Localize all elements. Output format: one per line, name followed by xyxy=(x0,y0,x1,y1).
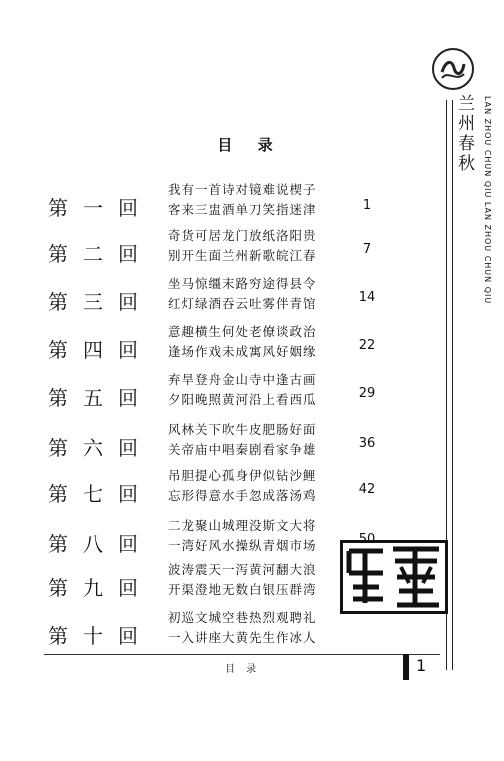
series-title: 兰州春秋 xyxy=(454,94,474,174)
chapter-number-char: 回 xyxy=(118,386,138,410)
footer-bar xyxy=(403,654,409,680)
chapter-title-line1: 意趣横生何处老僚谈政治 xyxy=(168,324,317,339)
chapter-title-line1: 初巡文城空巷热烈观聘礼 xyxy=(168,610,317,625)
chapter-number-char: 九 xyxy=(83,576,103,600)
margin-rule-inner xyxy=(452,100,453,670)
toc-row[interactable] xyxy=(0,608,430,658)
chapter-number-char: 第 xyxy=(48,482,68,506)
series-logo-icon xyxy=(432,48,474,90)
toc-row[interactable] xyxy=(0,420,430,470)
chapter-title-line1: 我有一首诗对镜难说楔子 xyxy=(168,182,317,197)
chapter-title xyxy=(168,420,348,460)
chapter-number xyxy=(48,528,138,557)
chapter-title-line1: 风林关下吹牛皮肥肠好面 xyxy=(168,422,317,437)
chapter-title-line2: 开渠澄地无数白银压群湾 xyxy=(168,582,317,597)
chapter-title xyxy=(168,322,348,362)
chapter-number xyxy=(48,382,138,411)
chapter-title xyxy=(168,466,348,506)
chapter-number xyxy=(48,334,138,363)
chapter-title-line2: 一湾好风水操纵青烟市场 xyxy=(168,538,317,553)
chapter-title xyxy=(168,274,348,314)
toc-row[interactable] xyxy=(0,226,430,276)
chapter-title xyxy=(168,608,348,648)
chapter-number-char: 回 xyxy=(118,576,138,600)
chapter-title-line2: 一入讲座大黄先生作冰人 xyxy=(168,630,317,645)
footer-rule xyxy=(44,654,440,655)
chapter-number-char: 回 xyxy=(118,532,138,556)
chapter-page-number: 36 xyxy=(358,436,376,451)
chapter-number-char: 第 xyxy=(48,532,68,556)
chapter-title-line2: 逢场作戏未成寓风好姻缘 xyxy=(168,344,317,359)
chapter-page-number: 29 xyxy=(358,386,376,401)
chapter-title-line1: 弃旱登舟金山寺中逢古画 xyxy=(168,372,317,387)
chapter-number-char: 回 xyxy=(118,482,138,506)
chapter-title-line2: 客来三盅酒单刀笑指迷津 xyxy=(168,202,317,217)
chapter-number xyxy=(48,432,138,461)
chapter-title xyxy=(168,560,348,600)
chapter-title xyxy=(168,370,348,410)
chapter-number-char: 第 xyxy=(48,196,68,220)
chapter-number-char: 第 xyxy=(48,290,68,314)
chapter-title-line2: 夕阳晚照黄河沿上看西瓜 xyxy=(168,392,317,407)
chapter-title-line1: 吊胆提心孤身伊似钻沙鲤 xyxy=(168,468,317,483)
chapter-number-char: 七 xyxy=(83,482,103,506)
toc-heading: 目 录 xyxy=(217,136,283,154)
chapter-title-line2: 别开生面兰州新歌皖江春 xyxy=(168,248,317,263)
footer-section-label: 目 录 xyxy=(225,664,261,675)
chapter-number xyxy=(48,572,138,601)
chapter-number-char: 八 xyxy=(83,532,103,556)
chapter-number-char: 回 xyxy=(118,290,138,314)
chapter-number-char: 四 xyxy=(83,338,103,362)
toc-row[interactable] xyxy=(0,322,430,372)
chapter-number-char: 回 xyxy=(118,436,138,460)
chapter-title-line1: 波涛震天一泻黄河翻大浪 xyxy=(168,562,317,577)
chapter-page-number: 42 xyxy=(358,482,376,497)
chapter-number xyxy=(48,192,138,221)
chapter-number xyxy=(48,620,138,649)
toc-row[interactable] xyxy=(0,370,430,420)
chapter-number-char: 第 xyxy=(48,338,68,362)
chapter-title-line2: 忘形得意水手忽成落汤鸡 xyxy=(168,488,317,503)
chapter-title-line2: 红灯绿酒吞云吐雾伴青馆 xyxy=(168,296,317,311)
chapter-title-line1: 坐马惊缰末路穷途得县令 xyxy=(168,276,317,291)
chapter-number-char: 回 xyxy=(118,242,138,266)
chapter-number-char: 回 xyxy=(118,624,138,648)
chapter-number-char: 第 xyxy=(48,386,68,410)
chapter-number-char: 六 xyxy=(83,436,103,460)
chapter-number-char: 第 xyxy=(48,436,68,460)
chapter-number xyxy=(48,478,138,507)
chapter-number-char: 十 xyxy=(83,624,103,648)
chapter-title-line2: 关帝庙中唱秦剧看家争雄 xyxy=(168,442,317,457)
series-title-pinyin: LAN ZHOU CHUN QIU LAN ZHOU CHUN QIU xyxy=(483,96,492,305)
chapter-number-char: 第 xyxy=(48,624,68,648)
chapter-number-char: 五 xyxy=(83,386,103,410)
chapter-page-number: 14 xyxy=(358,290,376,305)
chapter-number-char: 三 xyxy=(83,290,103,314)
toc-row[interactable] xyxy=(0,466,430,516)
chapter-number-char: 回 xyxy=(118,196,138,220)
chapter-title-line1: 奇货可居龙门放纸洛阳贵 xyxy=(168,228,317,243)
chapter-number-char: 回 xyxy=(118,338,138,362)
chapter-number xyxy=(48,238,138,267)
chapter-title-line1: 二龙聚山城理没斯文大将 xyxy=(168,518,317,533)
chapter-number-char: 第 xyxy=(48,576,68,600)
chapter-page-number: 22 xyxy=(358,338,376,353)
chapter-title xyxy=(168,180,348,220)
toc-row[interactable] xyxy=(0,274,430,324)
toc-row[interactable] xyxy=(0,180,430,230)
chapter-title xyxy=(168,226,348,266)
chapter-number-char: 二 xyxy=(83,242,103,266)
chapter-number-char: 第 xyxy=(48,242,68,266)
chapter-title xyxy=(168,516,348,556)
chapter-page-number: 1 xyxy=(362,198,372,213)
footer-page-number: 1 xyxy=(416,656,427,675)
chapter-number xyxy=(48,286,138,315)
chapter-page-number: 7 xyxy=(362,242,372,257)
seal-stamp xyxy=(340,540,448,614)
chapter-number-char: 一 xyxy=(83,196,103,220)
